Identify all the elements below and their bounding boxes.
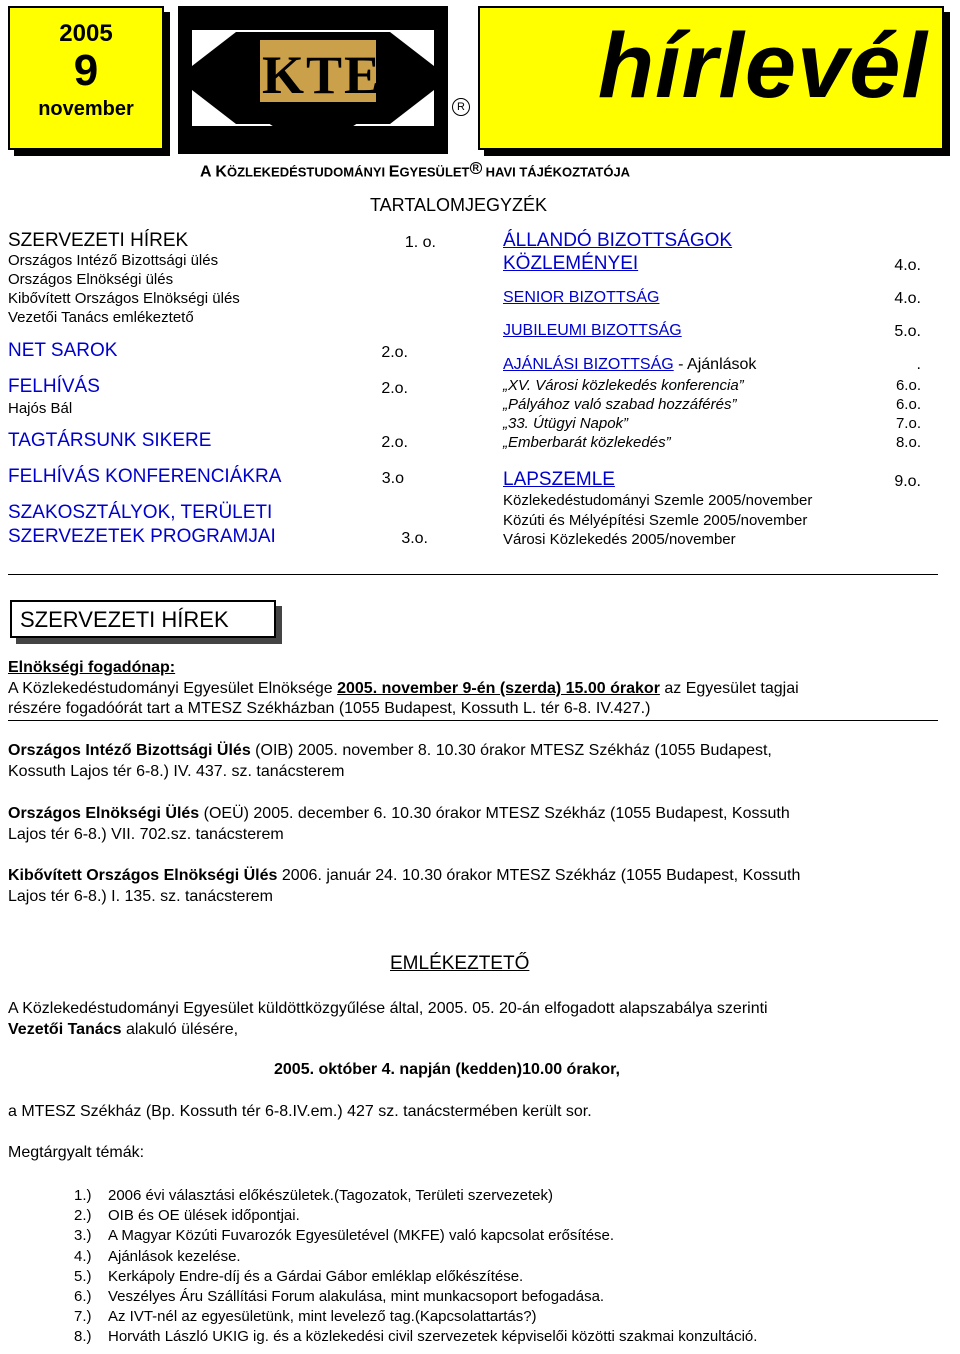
reception-line-1: A Közlekedéstudományi Egyesület Elnöksége 2005. november 9-én (szerda) 15.00 órakor az Egyesület tagjai (8, 680, 799, 697)
toc-jubileumi-bizottsag[interactable]: JUBILEUMI BIZOTTSÁG (503, 322, 682, 339)
toc-subitem: Hajós Bál (8, 400, 73, 417)
toc-ajanlas-item: „Emberbarát közlekedés” (503, 434, 671, 451)
toc-szakosztalyok-title-1[interactable]: SZAKOSZTÁLYOK, TERÜLETI (8, 502, 273, 523)
topic-item: 3.) A Magyar Közúti Fuvarozók Egyesületével (MKFE) való kapcsolat erősítése. (74, 1227, 615, 1245)
memo-topics-label: Megtárgyalt témák: (8, 1144, 145, 1161)
toc-page: 7.o. (895, 415, 921, 432)
meeting-oib: Országos Intéző Bizottsági Ülés (OIB) 2005. november 8. 10.30 órakor MTESZ Székház (1055 Budapest, Kossuth Lajos tér 6-8.) IV. 437. sz. tanácsterem (8, 742, 772, 780)
toc-divider (8, 574, 938, 575)
toc-senior-bizottsag[interactable]: SENIOR BIZOTTSÁG (503, 289, 660, 306)
toc-ajanlas-item: „XV. Városi közlekedés konferencia” (503, 377, 744, 394)
topic-item: 4.) Ajánlások kezelése. (74, 1247, 241, 1265)
topics-list (74, 1186, 757, 1348)
toc-page: 9.o. (894, 473, 921, 490)
meeting-oeu: Országos Elnökségi Ülés (OEÜ) 2005. december 6. 10.30 órakor MTESZ Székház (1055 Budapest, Kossuth Lajos tér 6-8.) VII. 702.sz. tanácsterem (8, 805, 790, 843)
meeting-kibovitett: Kibővített Országos Elnökségi Ülés 2006. január 24. 10.30 órakor MTESZ Székház (1055 Budapest, Kossuth Lajos tér 6-8.) I. 135. sz. tanácsterem (8, 867, 801, 905)
registered-mark: R (452, 98, 470, 116)
toc-page: 3.o. (401, 530, 428, 547)
toc-ajanlas-item: „Pályához való szabad hozzáférés” (503, 396, 737, 413)
toc-ajanlasi-row: AJÁNLÁSI BIZOTTSÁG - Ajánlások (503, 356, 757, 373)
toc-page: 6.o. (895, 377, 921, 394)
topic-item: 1.) 2006 évi választási előkészületek.(Tagozatok, Területi szervezetek) (74, 1187, 553, 1204)
toc-page: 4.o. (894, 257, 921, 274)
issue-year: 2005 (59, 20, 113, 47)
toc-page: 2.o. (381, 434, 408, 451)
topic-item: 5.) Kerkápoly Endre-díj és a Gárdai Gábor emléklap előkészítése. (74, 1267, 524, 1285)
toc-page: 1. o. (404, 234, 436, 251)
toc-page: 2.o. (381, 380, 408, 397)
toc-szakosztalyok-title-2[interactable]: SZERVEZETEK PROGRAMJAI (8, 526, 276, 547)
toc-page: 5.o. (894, 323, 921, 340)
section-title-box (10, 600, 276, 638)
issue-month: november (38, 98, 134, 120)
toc-page: 6.o. (895, 396, 921, 413)
toc-allando-bizottsagok-1[interactable]: ÁLLANDÓ BIZOTTSÁGOK (503, 230, 733, 251)
toc-lapszemle-item: Városi Közlekedés 2005/november (503, 531, 736, 548)
toc-page: 2.o. (381, 344, 408, 361)
reception-line-2: részére fogadóórát tart a MTESZ Székházban (1055 Budapest, Kossuth L. tér 6-8. IV.427.) (8, 700, 651, 717)
memo-heading: EMLÉKEZTETŐ (390, 953, 530, 974)
kte-logo (178, 6, 448, 154)
logo-text: KTE (262, 45, 383, 105)
topic-item: 7.) Az IVT-nél az egyesületünk, mint levelező tag.(Kapcsolattartás?) (74, 1308, 537, 1326)
toc-page: . (916, 356, 921, 373)
memo-date-line: 2005. október 4. napján (kedden)10.00 órakor, (274, 1061, 620, 1078)
toc-subitem: Országos Elnökségi ülés (8, 271, 174, 288)
toc-lapszemle-item: Közúti és Mélyépítési Szemle 2005/november (503, 512, 808, 529)
toc-szervezeti-hirek[interactable]: SZERVEZETI HÍREK (8, 230, 189, 251)
toc-lapszemle-item: Közlekedéstudományi Szemle 2005/november (503, 492, 813, 509)
toc-allando-bizottsagok-2[interactable]: KÖZLEMÉNYEI (503, 253, 639, 274)
toc-lapszemle[interactable]: LAPSZEMLE (503, 469, 615, 490)
toc-ajanlasi-bizottsag[interactable]: AJÁNLÁSI BIZOTTSÁG (503, 356, 674, 373)
toc-felhivas-konferenciakra[interactable]: FELHÍVÁS KONFERENCIÁKRA (8, 466, 282, 487)
toc-subitem: Országos Intéző Bizottsági ülés (8, 252, 219, 269)
toc-ajanlas-item: „33. Útügyi Napok” (503, 415, 629, 432)
topic-item: 8.) Horváth László UKIG ig. és a közlekedési civil szervezetek képviselői közötti szakmai konzultáció. (74, 1328, 758, 1346)
toc-heading: TARTALOMJEGYZÉK (370, 195, 548, 215)
toc-subitem: Vezetői Tanács emlékeztető (8, 309, 194, 326)
toc-page: 3.o (381, 470, 404, 487)
reception-divider (8, 720, 938, 721)
masthead-subtitle: A KÖZLEKEDÉSTUDOMÁNYI EGYESÜLET $^R$ HAVI TÁJÉKOZTATÓJA (200, 163, 631, 181)
issue-date-box (8, 6, 164, 150)
toc-felhivas[interactable]: FELHÍVÁS (8, 376, 100, 397)
memo-place-line: a MTESZ Székház (Bp. Kossuth tér 6-8.IV.em.) 427 sz. tanácstermében került sor. (8, 1103, 592, 1120)
topic-item: 6.) Veszélyes Áru Szállítási Forum alakulása, mint munkacsoport befogadása. (74, 1288, 605, 1306)
toc-net-sarok[interactable]: NET SAROK (8, 340, 118, 361)
toc-tagtarsunk-sikere[interactable]: TAGTÁRSUNK SIKERE (8, 430, 212, 451)
toc-page: 4.o. (894, 290, 921, 307)
issue-number: 9 (73, 46, 99, 95)
toc-page: 8.o. (895, 434, 921, 451)
title-box (478, 6, 944, 150)
topic-item: 2.) OIB és OE ülések időpontjai. (74, 1207, 300, 1225)
reception-title: Elnökségi fogadónap: (8, 659, 176, 676)
memo-paragraph: A Közlekedéstudományi Egyesület küldöttközgyűlése által, 2005. 05. 20-án elfogadott alapszabálya szerinti Vezetői Tanács alakuló ülésére, (8, 1000, 768, 1038)
toc-subitem: Kibővített Országos Elnökségi ülés (8, 290, 240, 307)
section-title: SZERVEZETI HÍREK (20, 607, 229, 632)
newsletter-title: hírlevél (597, 15, 928, 117)
